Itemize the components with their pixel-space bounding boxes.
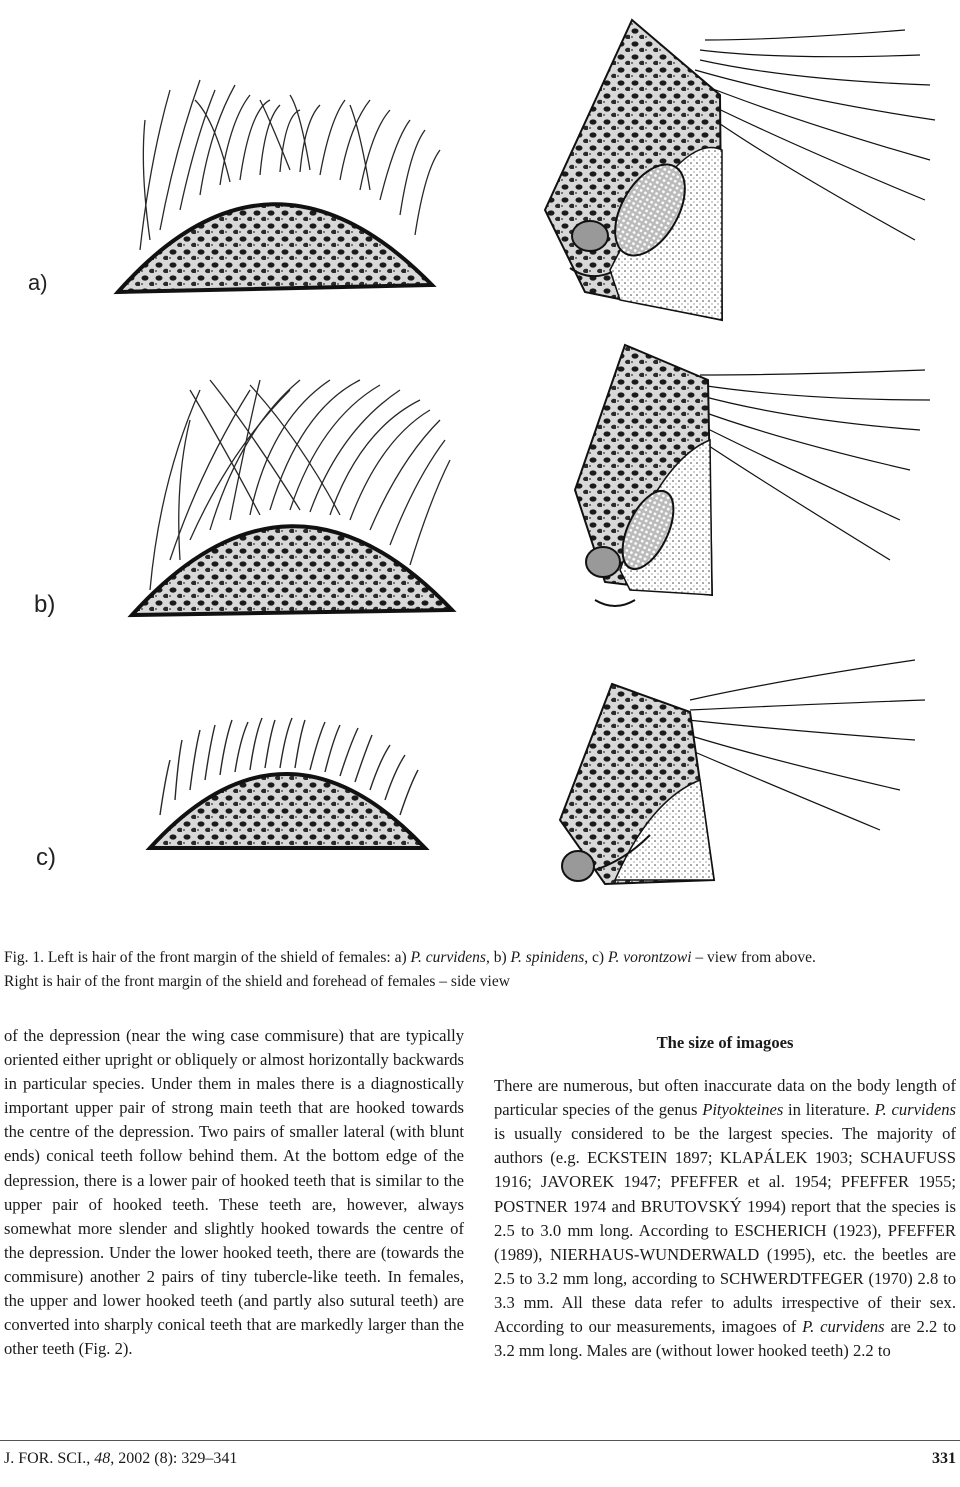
figure-caption xyxy=(4,946,956,994)
text-run: are 2.2 to 3.2 mm long. Males are (without lower hooked teeth) 2.2 to xyxy=(494,1317,956,1361)
label-c: c) xyxy=(36,844,56,871)
caption-species-a: P. curvidens xyxy=(410,949,486,966)
panel-b-side xyxy=(575,345,930,606)
left-paragraph: of the depression (near the wing case commisure) that are typically oriented either upright or obliquely or almost horizontally backwards in particular species. Under them in males there is a diagnostically important upper pair of strong main teeth that are hooked towards the centre of the depression. Two pairs of smaller lateral (with blunt ends) conical teeth follow behind them. At the bottom edge of the depression, there is a lower pair of hooked teeth that is similar to the upper pair of hooked teeth. These teeth are, however, always somewhat more slender and slightly hooked towards the centre of the depression. Under the lower hooked teeth, there are (towards the commisure) another 2 pairs of tiny tubercle-like teeth. In females, the upper and lower hooked teeth (and partly also sutural teeth) are converted into sharply conical teeth that are markedly larger than the other teeth (Fig. 2). xyxy=(4,1026,464,1359)
caption-text: Fig. 1. Left is hair of the front margin of the shield of females: a) xyxy=(4,949,411,966)
species-name: P. curvidens xyxy=(802,1317,885,1337)
caption-species-b: P. spinidens xyxy=(510,949,585,966)
caption-sep: , b) xyxy=(485,949,511,966)
journal-volume: 48 xyxy=(94,1450,111,1467)
journal-name: J. FOR. SCI., xyxy=(4,1450,95,1467)
section-heading: The size of imagoes xyxy=(656,1033,794,1052)
panel-a-dome xyxy=(118,80,440,292)
panel-a-side xyxy=(545,20,935,320)
label-a: a) xyxy=(28,270,48,295)
journal-citation xyxy=(4,1450,237,1468)
species-name: P. curvidens xyxy=(874,1100,956,1120)
right-column xyxy=(494,1024,956,1363)
caption-sep: , c) xyxy=(584,949,608,966)
page-number: 331 xyxy=(932,1450,956,1467)
text-run: There are numerous, but often inaccurate data on the body length of particular species of the genus xyxy=(494,1076,956,1120)
text-run: in literature. xyxy=(783,1100,875,1120)
left-column xyxy=(4,1024,464,1361)
footer-rule xyxy=(0,1440,960,1441)
label-b: b) xyxy=(34,591,56,618)
panel-b-dome xyxy=(132,380,452,615)
caption-line-2: Right is hair of the front margin of the shield and forehead of females – side view xyxy=(4,973,510,990)
text-run: is usually considered to be the largest species. The majority of authors (e.g. ECKSTEIN 1897; KLAPÁLEK 1903; SCHAUFUSS 1916; JAVOREK 1947; PFEFFER et al. 1954; PFEFFER 1955; POSTNER 1974 and BRUTOVSKÝ 1994) report that the species is 2.5 to 3.0 mm long. According to ESCHERICH (1923), PFEFFER (1989), NIERHAUS-WUNDERWALD (1995), etc. the beetles are 2.5 to 3.2 mm long, according to SCHWERDTFEGER (1970) 2.8 to 3.3 mm. All these data refer to adults irrespective of their sex. According to our measurements, imagoes of xyxy=(494,1124,956,1337)
panel-c-dome xyxy=(150,718,425,848)
panel-c-side xyxy=(560,660,925,884)
right-paragraph xyxy=(494,1074,956,1363)
caption-species-c: P. vorontzowi xyxy=(607,949,692,966)
journal-issue: , 2002 (8): 329–341 xyxy=(110,1450,238,1467)
caption-text: – view from above. xyxy=(691,949,816,966)
genus-name: Pityokteines xyxy=(702,1100,784,1120)
